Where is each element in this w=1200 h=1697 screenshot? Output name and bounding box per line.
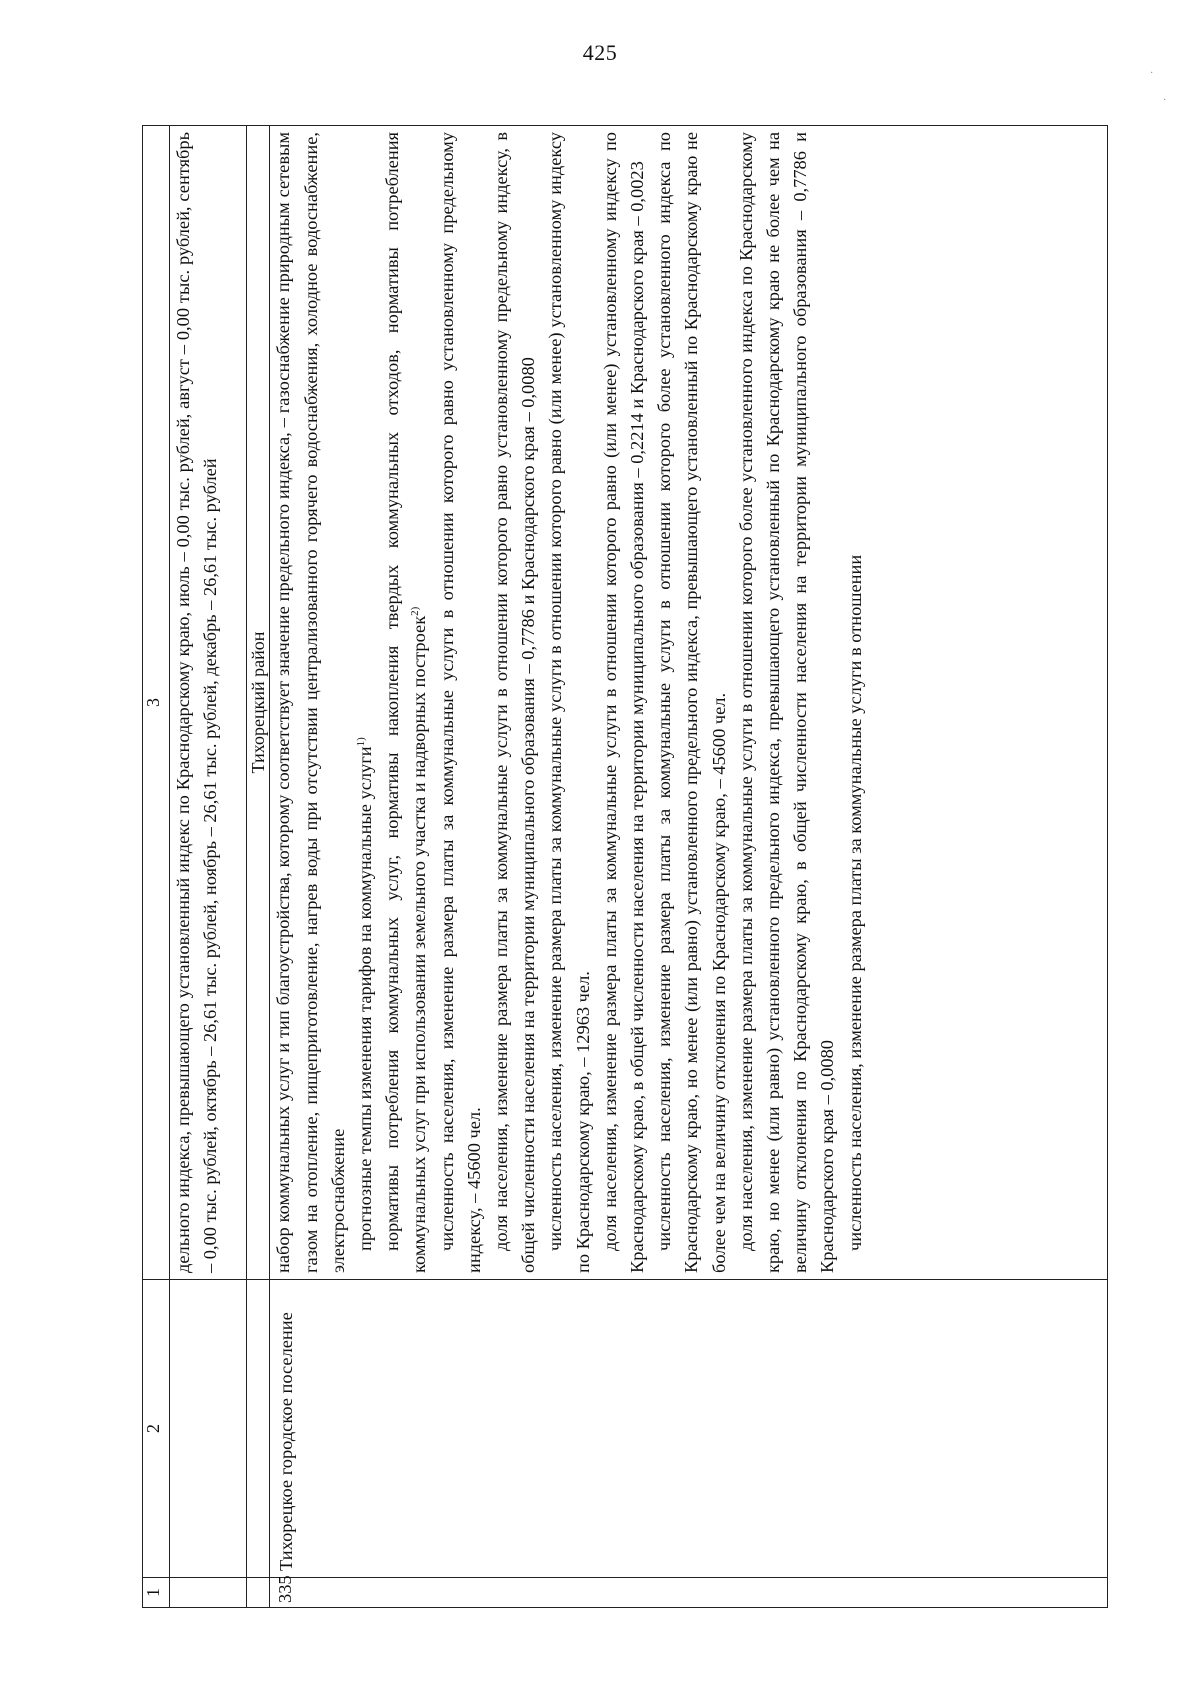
district-cell-empty <box>247 1280 270 1578</box>
district-heading: Тихорецкий район <box>247 126 270 1280</box>
paragraph-share-less: доля населения, изменение размера платы за коммунальные услуги в отношении которого равно (или менее) установленному индексу по Краснодарскому краю, в общей численности населения на территории муниципального образования – 0,2214 и Краснодарского края – 0,0023 <box>599 132 648 1273</box>
paragraph-population-more: численность населения, изменение размера платы за коммунальные услуги в отношении <box>844 554 865 1251</box>
data-table <box>142 125 1108 1608</box>
paragraph-tariff-rates <box>352 132 379 1273</box>
column-header-3: 3 <box>143 126 170 1280</box>
scan-speck: · <box>1163 95 1167 106</box>
paragraph-tariff-text: прогнозные темпы изменения тарифов на коммунальные услуги <box>355 746 376 1251</box>
paragraph-norms-text: нормативы потребления коммунальных услуг, нормативы накопления твердых коммунальных отходов, нормативы потребления коммунальных услуг при использовании земельного участка и надворных построек <box>382 132 430 1273</box>
paragraph-share-between: доля населения, изменение размера платы за коммунальные услуги в отношении которого более установленного индекса по Краснодарскому краю, но менее (или равно) установленного предельного индекса, превышающего установленный по Краснодарскому краю не более чем на величину отклонения по Краснодарскому краю, в общей численности населения на территории муниципального образования – 0,7786 и Краснодарского края – 0,0080 <box>735 132 838 1273</box>
municipality-name: Тихорецкое городское поселение <box>270 1280 1108 1578</box>
paragraph-share-equal: доля населения, изменение размера платы за коммунальные услуги в отношении которого равно установленному предельному индексу, в общей численности населения на территории муниципального образования – 0,7786 и Краснодарского края – 0,0080 <box>491 132 539 1273</box>
rotated-table-container <box>142 125 1108 1608</box>
continuation-text: дельного индекса, превышающего установленный индекс по Краснодарскому краю, июль – 0,00 тыс. рублей, август – 0,00 тыс. рублей, сентябрь – 0,00 тыс. рублей, октябрь – 26,61 тыс. рублей, ноябрь – 26,61 тыс. рублей, декабрь – 26,61 тыс. рублей <box>173 132 221 1273</box>
header-row <box>143 126 170 1608</box>
paragraph-population-equal: численность населения, изменение размера платы за коммунальные услуги в отношении которого равно установленному предельному индексу, – 45600 чел. <box>436 132 484 1273</box>
row-number: 335 <box>270 1578 1108 1608</box>
continuation-cell-text <box>170 126 247 1280</box>
column-header-2: 2 <box>143 1280 170 1578</box>
continuation-cell-number <box>170 1578 247 1608</box>
paragraph-population-between: численность населения, изменение размера платы за коммунальные услуги в отношении которого более установленного индекса по Краснодарскому краю, но менее (или равно) установленного предельного индекса, превышающего установленный по Краснодарскому краю не более чем на величину отклонения по Краснодарскому краю, – 45600 чел. <box>654 132 729 1273</box>
paragraph-service-set: набор коммунальных услуг и тип благоустройства, которому соответствует значение предельного индекса, – газоснабжение природным сетевым газом на отопление, пищеприготовление, нагрев воды при отсутствии централизованного горячего водоснабжения, холодное водоснабжение, электроснабжение <box>273 132 348 1273</box>
footnote-mark-2: 2) <box>409 606 422 616</box>
scan-speck: · <box>1150 68 1154 79</box>
continuation-row <box>170 126 247 1608</box>
continuation-cell-name <box>170 1280 247 1578</box>
paragraph-population-less: численность населения, изменение размера платы за коммунальные услуги в отношении которого равно (или менее) установленному индексу по Краснодарскому краю, – 12963 чел. <box>545 132 593 1273</box>
district-row <box>247 126 270 1608</box>
table-row <box>270 126 1108 1608</box>
district-cell-empty <box>247 1578 270 1608</box>
row-description <box>270 126 1108 1280</box>
column-header-1: 1 <box>143 1578 170 1608</box>
paragraph-norms <box>379 132 433 1273</box>
page-number: 425 <box>582 40 618 65</box>
footnote-mark-1: 1) <box>354 737 367 747</box>
